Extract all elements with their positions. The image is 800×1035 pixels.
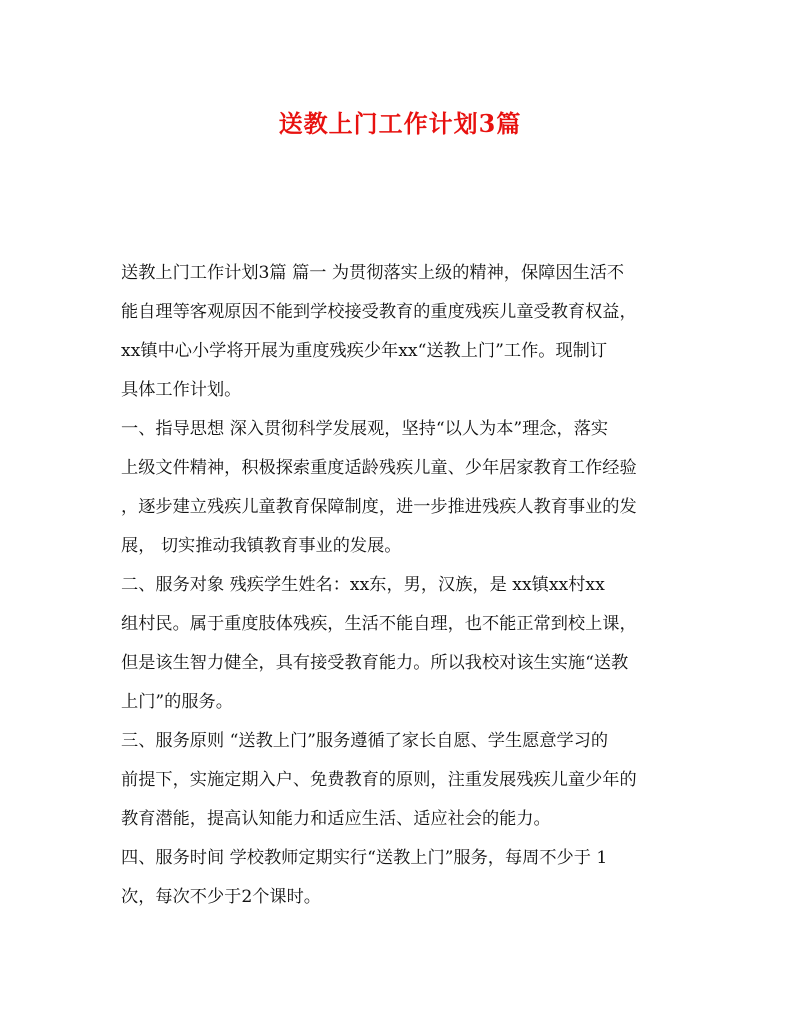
body-line: 上门”的服务。 [121,692,233,712]
body-line: 展， 切实推动我镇教育事业的发展。 [121,536,402,556]
body-line: ，逐步建立残疾儿童教育保障制度，进一步推进残疾人教育事业的发 [121,497,637,517]
body-line: 二、服务对象 残疾学生姓名：xx东，男，汉族，是 xx镇xx村xx [121,575,605,595]
body-line: 送教上门工作计划3篇 篇一 为贯彻落实上级的精神，保障因生活不 [121,263,625,283]
body-line: 一、指导思想 深入贯彻科学发展观，坚持“以人为本”理念，落实 [121,419,609,439]
body-line: 组村民。属于重度肢体残疾，生活不能自理，也不能正常到校上课， [121,614,637,634]
body-line: 三、服务原则 “送教上门”服务遵循了家长自愿、学生愿意学习的 [121,731,609,751]
document-body [121,254,681,917]
body-line: 具体工作计划。 [121,380,242,400]
body-line: 前提下，实施定期入户、免费教育的原则，注重发展残疾儿童少年的 [121,770,637,790]
body-line: 上级文件精神，积极探索重度适龄残疾儿童、少年居家教育工作经验 [121,458,637,478]
body-line: 但是该生智力健全，具有接受教育能力。所以我校对该生实施“送教 [121,653,629,673]
body-line: xx镇中心小学将开展为重度残疾少年xx“送教上门”工作。现制订 [121,341,608,361]
body-line: 教育潜能，提高认知能力和适应生活、适应社会的能力。 [121,809,551,829]
body-line: 能自理等客观原因不能到学校接受教育的重度残疾儿童受教育权益， [121,302,637,322]
document-title: 送教上门工作计划3篇 [278,109,522,138]
body-line: 四、服务时间 学校教师定期实行“送教上门”服务，每周不少于 1 [121,848,608,868]
body-line: 次，每次不少于2个课时。 [121,887,321,907]
